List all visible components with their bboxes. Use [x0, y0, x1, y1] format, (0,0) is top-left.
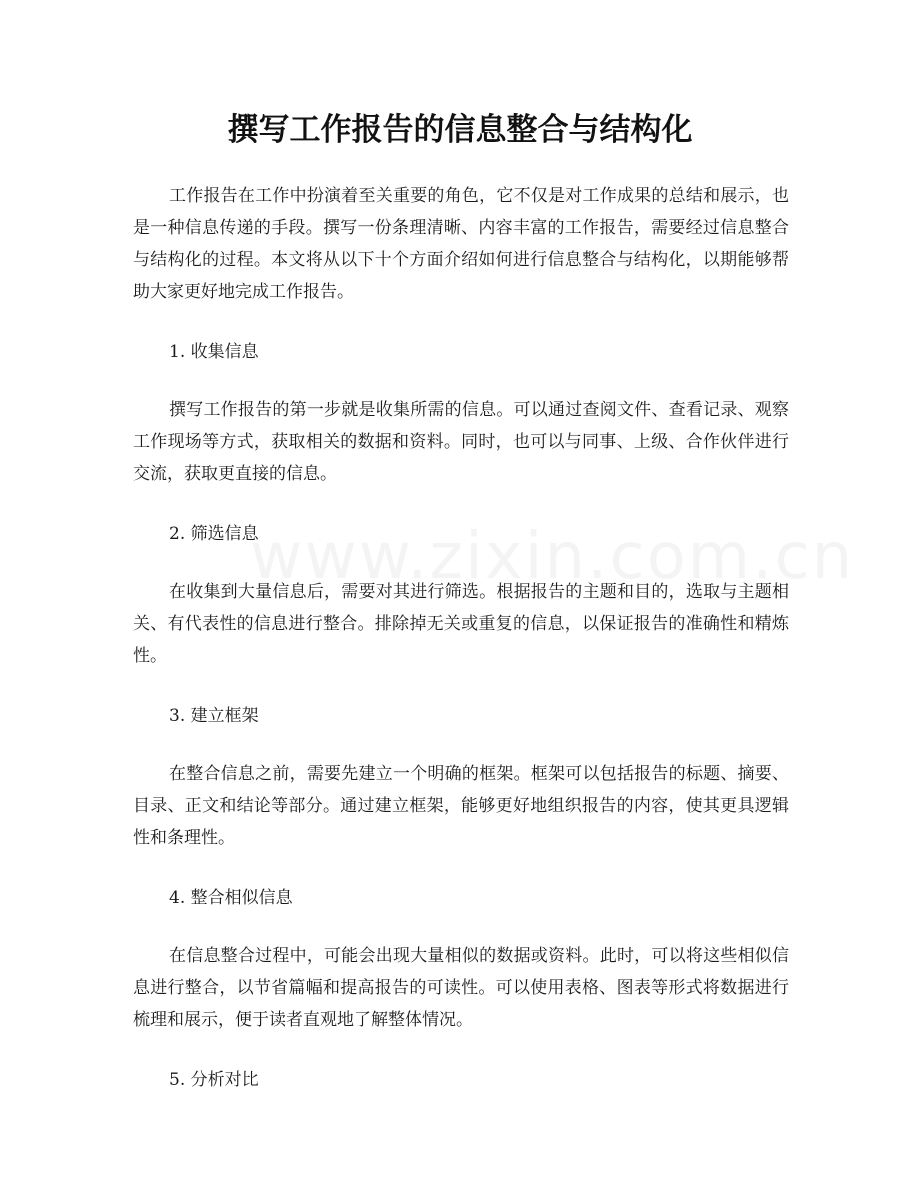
section-paragraph: 撰写工作报告的第一步就是收集所需的信息。可以通过查阅文件、查看记录、观察工作现场等方式，获取相关的数据和资料。同时，也可以与同事、上级、合作伙伴进行交流，获取更直接的信息。: [133, 400, 789, 484]
section-paragraph: 在信息整合过程中，可能会出现大量相似的数据或资料。此时，可以将这些相似信息进行整合，以节省篇幅和提高报告的可读性。可以使用表格、图表等形式将数据进行梳理和展示，便于读者直观地了解整体情况。: [133, 946, 789, 1030]
section-heading: 1. 收集信息: [169, 342, 259, 362]
page-title: 撰写工作报告的信息整合与结构化: [227, 112, 693, 148]
intro-paragraph: 工作报告在工作中扮演着至关重要的角色，它不仅是对工作成果的总结和展示，也是一种信息传递的手段。撰写一份条理清晰、内容丰富的工作报告，需要经过信息整合与结构化的过程。本文将从以下十个方面介绍如何进行信息整合与结构化，以期能够帮助大家更好地完成工作报告。: [133, 186, 789, 302]
section-heading: 2. 筛选信息: [169, 524, 259, 544]
document-body: [133, 180, 789, 1122]
section-paragraph: 在整合信息之前，需要先建立一个明确的框架。框架可以包括报告的标题、摘要、目录、正文和结论等部分。通过建立框架，能够更好地组织报告的内容，使其更具逻辑性和条理性。: [133, 764, 789, 848]
section-heading: 4. 整合相似信息: [169, 888, 293, 908]
section-heading: 3. 建立框架: [169, 706, 259, 726]
section-paragraph: 在收集到大量信息后，需要对其进行筛选。根据报告的主题和目的，选取与主题相关、有代表性的信息进行整合。排除掉无关或重复的信息，以保证报告的准确性和精炼性。: [133, 582, 789, 666]
section-heading: 5. 分析对比: [169, 1070, 259, 1090]
